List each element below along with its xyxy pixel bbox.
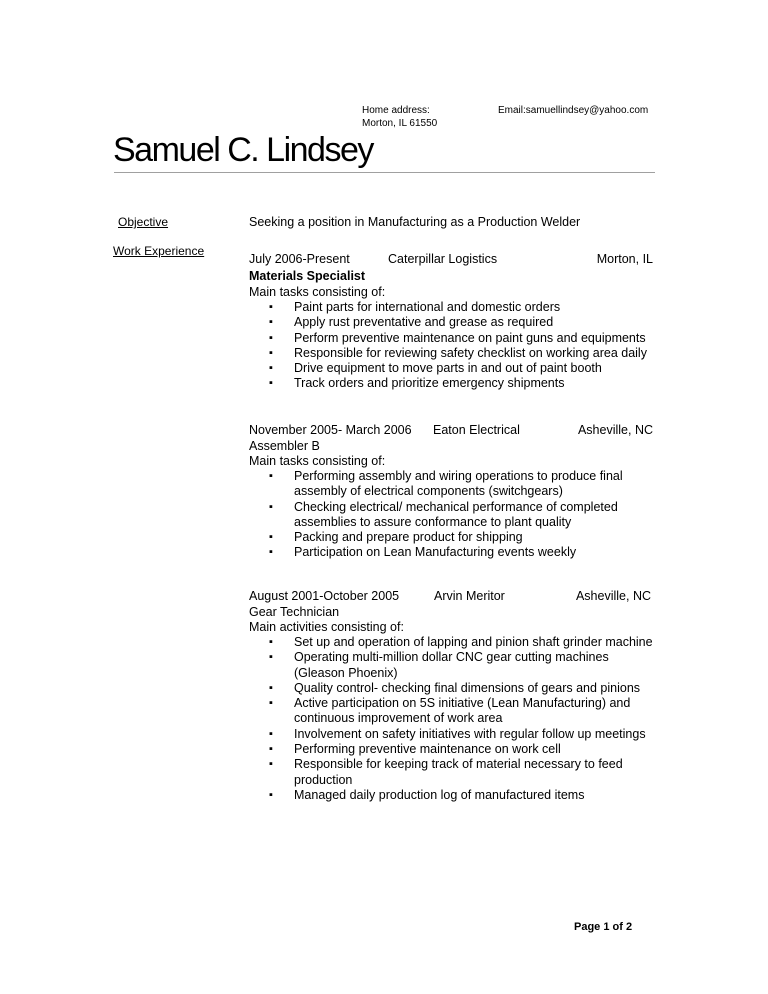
list-item: ▪ Paint parts for international and domestic orders xyxy=(249,300,659,315)
job-task-list xyxy=(249,300,659,392)
job-title: Assembler B xyxy=(249,439,320,453)
list-item: ▪ Managed daily production log of manufactured items xyxy=(249,788,659,803)
job-title: Gear Technician xyxy=(249,605,340,619)
job-header xyxy=(249,423,653,439)
list-item: ▪ Responsible for reviewing safety checklist on working area daily xyxy=(249,346,659,361)
list-item: ▪ Involvement on safety initiatives with regular follow up meetings xyxy=(249,727,659,742)
email-address: Email:samuellindsey@yahoo.com xyxy=(498,105,649,116)
list-item: ▪ Set up and operation of lapping and pinion shaft grinder machine xyxy=(249,635,659,650)
list-item: ▪ Perform preventive maintenance on paint guns and equipments xyxy=(249,331,659,346)
list-item: ▪ Active participation on 5S initiative (Lean Manufacturing) and continuous improvement of work area xyxy=(249,696,659,727)
list-item: ▪ Quality control- checking final dimensions of gears and pinions xyxy=(249,681,659,696)
list-item: ▪ Responsible for keeping track of material necessary to feed production xyxy=(249,757,659,788)
job-intro: Main tasks consisting of: xyxy=(249,285,386,299)
list-item: ▪ Drive equipment to move parts in and out of paint booth xyxy=(249,361,659,376)
job-dates: August 2001-October 2005 xyxy=(249,589,400,603)
list-item: ▪ Track orders and prioritize emergency shipments xyxy=(249,376,659,391)
list-item: ▪ Packing and prepare product for shipping xyxy=(249,530,659,545)
candidate-name: Samuel C. Lindsey xyxy=(113,131,373,169)
job-title: Materials Specialist xyxy=(249,269,366,283)
work-experience-label: Work Experience xyxy=(113,244,205,258)
job-location: Asheville, NC xyxy=(577,423,653,437)
objective-label: Objective xyxy=(118,215,169,229)
job-company: Caterpillar Logistics xyxy=(388,252,498,266)
job-task-list xyxy=(249,635,659,803)
job-header xyxy=(249,252,653,268)
job-intro: Main activities consisting of: xyxy=(249,620,404,634)
job-company: Arvin Meritor xyxy=(434,589,505,603)
job-company: Eaton Electrical xyxy=(433,423,520,437)
objective-text: Seeking a position in Manufacturing as a Production Welder xyxy=(249,215,581,229)
job-location: Morton, IL xyxy=(596,252,653,266)
job-intro: Main tasks consisting of: xyxy=(249,454,386,468)
job-dates: November 2005- March 2006 xyxy=(249,423,412,437)
list-item: ▪ Participation on Lean Manufacturing events weekly xyxy=(249,545,659,560)
home-address-value: Morton, IL 61550 xyxy=(362,118,438,129)
home-address-label: Home address: xyxy=(362,105,430,116)
list-item: ▪ Checking electrical/ mechanical performance of completed assemblies to assure conformance to plant quality xyxy=(249,500,659,531)
header-divider xyxy=(114,172,655,173)
page-number: Page 1 of 2 xyxy=(574,921,633,933)
job-dates: July 2006-Present xyxy=(249,252,350,266)
list-item: ▪ Performing preventive maintenance on work cell xyxy=(249,742,659,757)
job-task-list xyxy=(249,469,659,561)
list-item: ▪ Performing assembly and wiring operations to produce final assembly of electrical components (switchgears) xyxy=(249,469,659,500)
list-item: ▪ Apply rust preventative and grease as required xyxy=(249,315,659,330)
job-header xyxy=(249,589,653,605)
list-item: ▪ Operating multi-million dollar CNC gear cutting machines (Gleason Phoenix) xyxy=(249,650,659,681)
job-location: Asheville, NC xyxy=(575,589,651,603)
